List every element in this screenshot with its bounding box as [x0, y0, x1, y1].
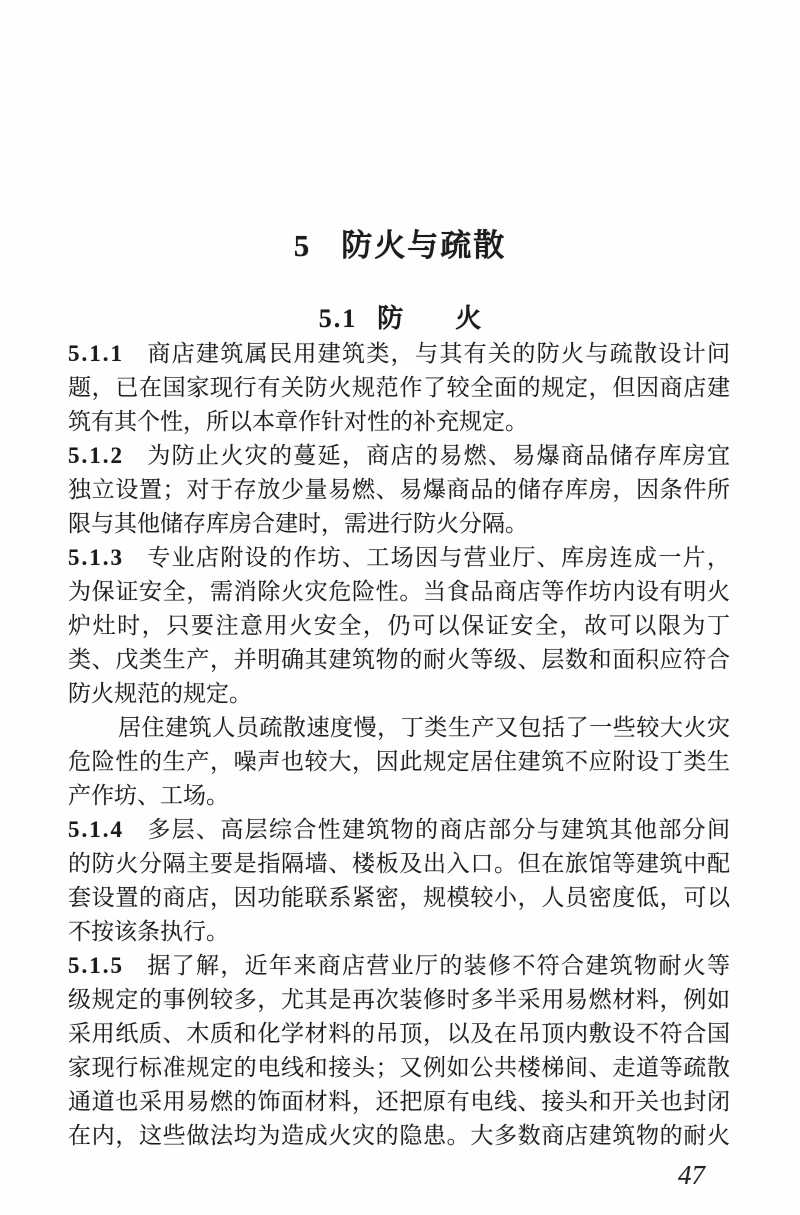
- text-line: 危险性的生产，噪声也较大，因此规定居住建筑不应附设丁类生: [68, 749, 730, 774]
- text-line: 不按该条执行。: [68, 919, 229, 944]
- text-line: 通道也采用易燃的饰面材料，还把原有电线、接头和开关也封闭: [68, 1089, 730, 1114]
- text-line: 家现行标准规定的电线和接头；又例如公共楼梯间、走道等疏散: [68, 1055, 730, 1080]
- clause-number: 5.1.1: [68, 341, 124, 366]
- document-body: [68, 337, 730, 1153]
- text-line: 限与其他储存库房合建时，需进行防火分隔。: [68, 511, 528, 536]
- text-line: 套设置的商店，因功能联系紧密，规模较小，人员密度低，可以: [68, 885, 730, 910]
- text-line: 在内，这些做法均为造成火灾的隐患。大多数商店建筑物的耐火: [68, 1123, 730, 1148]
- clause-number: 5.1.3: [68, 545, 124, 570]
- text-line: 采用纸质、木质和化学材料的吊顶，以及在吊顶内敷设不符合国: [68, 1021, 730, 1046]
- text-line: 5.1.2 为防止火灾的蔓延，商店的易燃、易爆商品储存库房宜: [68, 443, 730, 468]
- text-line: 级规定的事例较多，尤其是再次装修时多半采用易燃材料，例如: [68, 987, 730, 1012]
- section-heading: [0, 302, 800, 336]
- clause-5.1.4: [68, 813, 730, 949]
- clause-number: 5.1.2: [68, 443, 124, 468]
- text-line: 5.1.1 商店建筑属民用建筑类，与其有关的防火与疏散设计问: [68, 341, 730, 366]
- text-line: 为保证安全，需消除火灾危险性。当食品商店等作坊内设有明火: [68, 579, 730, 604]
- text-line: 5.1.4 多层、高层综合性建筑物的商店部分与建筑其他部分间: [68, 817, 730, 842]
- clause-5.1.3: [68, 541, 730, 711]
- clause-number: 5.1.5: [68, 953, 124, 978]
- chapter-number: 5: [293, 227, 312, 263]
- text-line: 居住建筑人员疏散速度慢，丁类生产又包括了一些较大火灾: [118, 715, 730, 740]
- text-line: 炉灶时，只要注意用火安全，仍可以保证安全，故可以限为丁: [68, 613, 730, 638]
- section-number: 5.1: [318, 303, 358, 333]
- clause-number: 5.1.4: [68, 817, 124, 842]
- text-line: 类、戊类生产，并明确其建筑物的耐火等级、层数和面积应符合: [68, 647, 730, 672]
- page-number: 47: [678, 1160, 705, 1190]
- text-line: 独立设置；对于存放少量易燃、易爆商品的储存库房，因条件所: [68, 477, 730, 502]
- clause-5.1.5: [68, 949, 730, 1153]
- text-line: 5.1.5 据了解，近年来商店营业厅的装修不符合建筑物耐火等: [68, 953, 730, 978]
- text-line: 的防火分隔主要是指隔墙、楼板及出入口。但在旅馆等建筑中配: [68, 851, 730, 876]
- text-line: 产作坊、工场。: [68, 783, 229, 808]
- clause-5.1.2: [68, 439, 730, 541]
- text-line: 防火规范的规定。: [68, 681, 252, 706]
- commentary-paragraph: [68, 711, 730, 813]
- chapter-heading: [0, 226, 800, 266]
- section-title: 防 火: [377, 303, 482, 333]
- text-line: 题，已在国家现行有关防火规范作了较全面的规定，但因商店建: [68, 375, 730, 400]
- text-line: 筑有其个性，所以本章作针对性的补充规定。: [68, 409, 528, 434]
- chapter-title: 防火与疏散: [341, 227, 507, 263]
- clause-5.1.1: [68, 337, 730, 439]
- text-line: 5.1.3 专业店附设的作坊、工场因与营业厅、库房连成一片，: [68, 545, 730, 570]
